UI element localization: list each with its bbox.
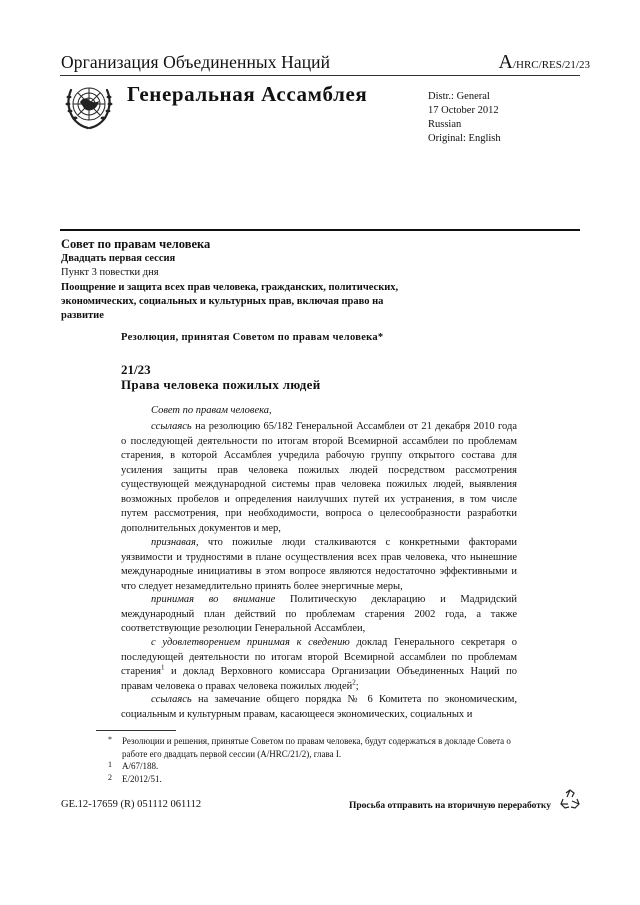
distr-label: Distr.: General [428,91,490,102]
organization-name: Организация Объединенных Наций [61,52,331,72]
footnote-ref-2[interactable]: 2 [352,678,356,686]
footnote-ref-1[interactable]: 1 [161,663,165,672]
footnote-mark: 1 [108,760,112,769]
footnote-star [108,735,520,760]
assembly-title: Генеральная Ассамблея [127,82,368,106]
paragraph-lead: принимая во внимание [151,594,276,605]
doc-language: Russian [428,119,462,130]
symbol-rest: /HRC/RES/21/23 [512,59,590,71]
footnote-text: E/2012/51. [122,773,162,784]
paragraph-lead: ссылаясь [151,694,192,705]
recycle-icon [559,789,581,813]
agenda-item-title: Поощрение и защита всех прав человека, гражданских, политических, экономических, социальных и культурных прав, включая право на развитие [61,282,399,321]
paragraph-3 [121,593,517,637]
paragraph-lead: с удовлетворением принимая к сведению [151,637,350,648]
paragraph-preamble-intro [121,404,517,419]
symbol-prefix: A [498,51,513,73]
footnote-text: A/67/188. [122,761,159,771]
doc-original: Original: English [428,133,501,144]
paragraph-1 [121,420,517,536]
session-name: Двадцать первая сессия [61,253,176,264]
paragraph-text: доклад Генерального секретаря о последующей деятельности по итогам второй Всемирной ассамблеи по проблемам старения [121,637,518,677]
header-rule [60,75,580,76]
job-number: GE.12-17659 (R) 051112 061112 [61,799,202,810]
footnote-mark: 2 [108,772,112,782]
paragraph-lead: ссылаясь [151,421,192,432]
footnote-mark: * [108,735,112,744]
paragraph-5 [121,693,517,722]
paragraph-text-end: ; [355,680,359,692]
paragraph-lead: признавая [151,537,196,548]
resolution-number: 21/23 [121,362,151,377]
distribution-block [428,90,501,146]
paragraph-4 [121,636,517,694]
paragraph-lead: Совет по правам человека, [151,405,272,416]
doc-date: 17 October 2012 [428,105,499,116]
council-name: Совет по правам человека [61,237,211,251]
footnotes [108,735,520,785]
un-emblem-icon [62,80,116,130]
section-rule [60,229,580,231]
footnote-2 [108,773,520,786]
agenda-item: Пункт 3 повестки дня [61,267,159,278]
paragraph-text-cont: и доклад Верховного комиссара Организации Объединенных Наций по правам человека о правах человека пожилых людей [121,666,517,692]
recycle-notice: Просьба отправить на вторичную переработку [349,801,551,811]
footnote-1 [108,760,520,773]
resolution-title: Права человека пожилых людей [121,377,321,392]
paragraph-2 [121,536,517,594]
paragraph-text: на резолюцию 65/182 Генеральной Ассамблеи от 21 декабря 2010 года о последующей деятельности по итогам второй Всемирной ассамблеи по проблемам старения, в которой Ассамблея учредила рабочую группу открытого состава для усиления защиты прав человека пожилых людей посредством рассмотрения существующей международной системы прав человека пожилых людей, выявления возможных пробелов и определения наилучших путей их устранения, в том числе путем рассмотрения, при необходимости, вопроса о целесообразности разработки дополнительных документов и мер, [121,421,517,534]
footnote-text: Резолюции и решения, принятые Советом по правам человека, будут содержаться в докладе Совета о работе его двадцать первой сессии (A/HRC/21/2), глава I. [122,736,511,759]
paragraph-text: на замечание общего порядка № 6 Комитета по экономическим, социальным и культурным правам, касающееся экономических, социальных и [121,694,517,720]
paragraph-text: Политическую декларацию и Мадридский международный план действий по проблемам старения 2002 года, а также соответствующие резолюции Генеральной Ассамблеи, [121,594,517,634]
paragraph-text: , что пожилые люди сталкиваются с конкретными факторами уязвимости и трудностями в плане осуществления всех прав человека, что нынешние международные инициативы в этом вопросе являются недостаточно эффективными и что следует незамедлительно принять более энергичные меры, [121,537,517,592]
footnote-rule [96,730,176,731]
document-symbol [499,51,590,74]
resolution-adopted-label: Резолюция, принятая Советом по правам человека* [121,332,384,343]
